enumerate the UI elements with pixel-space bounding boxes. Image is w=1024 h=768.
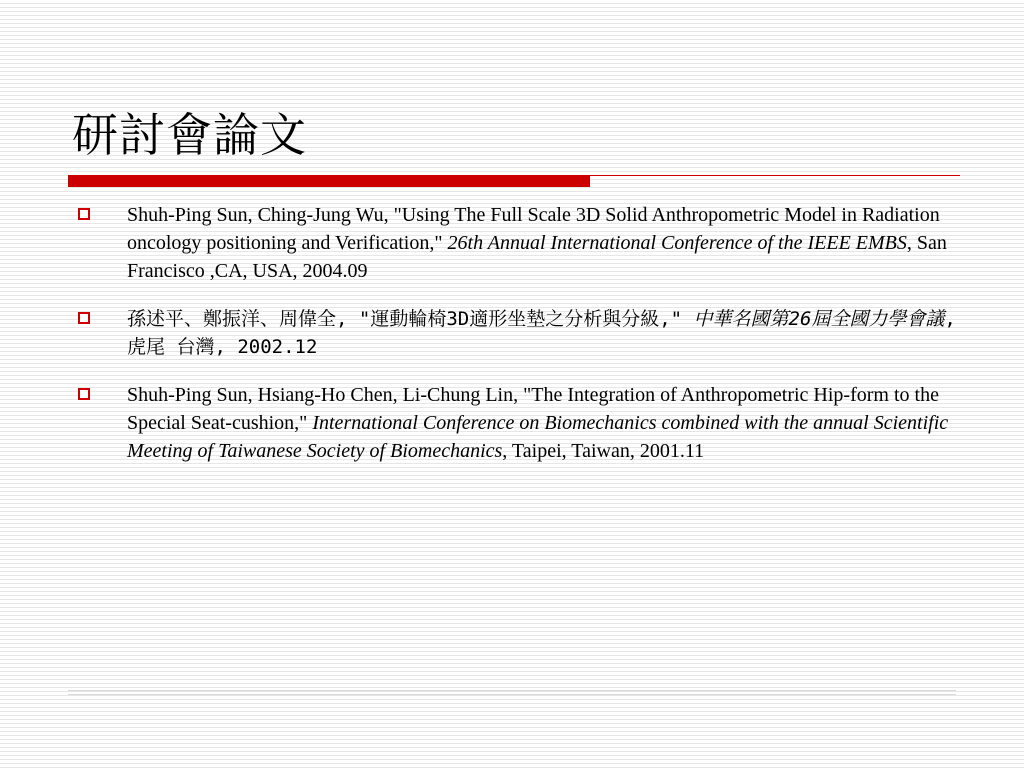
slide-title: 研討會論文	[72, 108, 307, 162]
conference-name: 26th Annual International Conference of the IEEE EMBS	[447, 232, 907, 254]
list-item	[76, 305, 956, 361]
footer-divider	[68, 690, 956, 691]
citation-text: Shuh-Ping Sun, Ching-Jung Wu, "Using The Full Scale 3D Solid Anthropometric Model in Radiation oncology positioning and Verification," 26th Annual International Conference of the IEEE EMBS, San Francisco ,CA, USA, 2004.09	[127, 204, 947, 282]
footer-divider	[68, 694, 956, 695]
hollow-square-bullet-icon	[78, 388, 90, 400]
hollow-square-bullet-icon	[78, 208, 90, 220]
list-item	[76, 201, 956, 285]
list-item	[76, 381, 956, 465]
conference-name: 中華名國第26屆全國力學會議	[693, 308, 945, 330]
conference-name: International Conference on Biomechanics combined with the annual Scientific Meeting of Taiwanese Society of Biomechanics	[127, 412, 949, 462]
paper-list	[76, 201, 956, 481]
citation-text: Shuh-Ping Sun, Hsiang-Ho Chen, Li-Chung Lin, "The Integration of Anthropometric Hip-form to the Special Seat-cushion," International Conference on Biomechanics combined with the annual Scientific Meeting of Taiwanese Society of Biomechanics, Taipei, Taiwan, 2001.11	[127, 384, 949, 462]
citation-text: 孫述平、鄭振洋、周偉全, "運動輪椅3D適形坐墊之分析與分級," 中華名國第26屆全國力學會議, 虎尾 台灣, 2002.12	[127, 308, 956, 358]
hollow-square-bullet-icon	[78, 312, 90, 324]
title-underline-bar	[68, 175, 590, 187]
title-underline-thin	[590, 175, 960, 176]
